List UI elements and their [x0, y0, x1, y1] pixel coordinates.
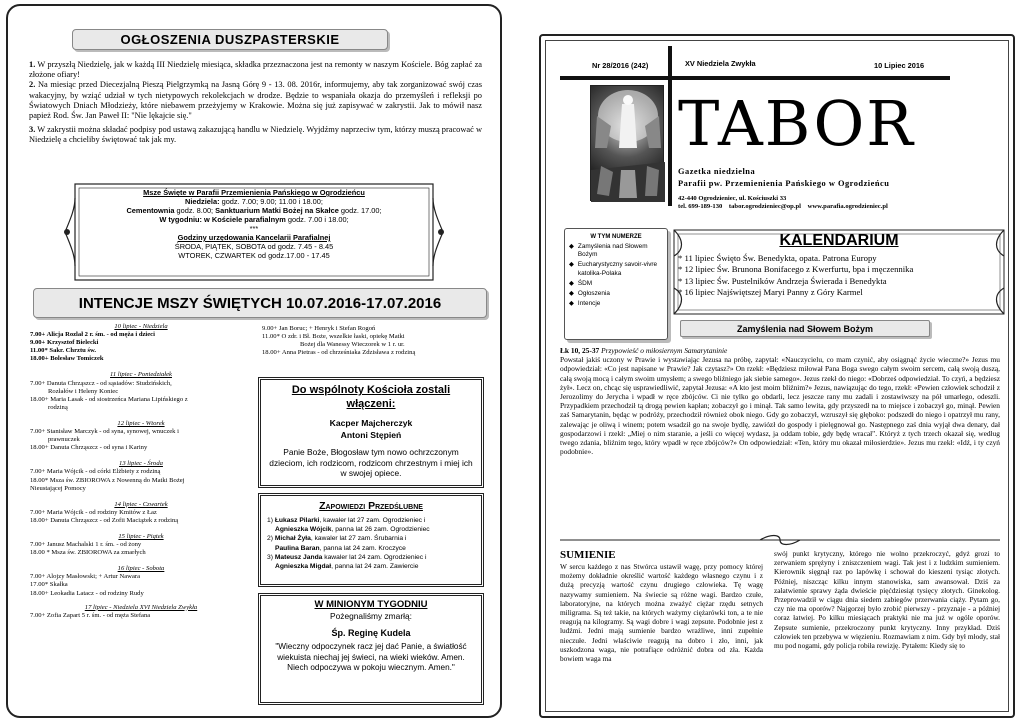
cross-bar [560, 76, 950, 80]
diamond-bullet-icon: ◆ [569, 279, 574, 287]
calendar-item: * 16 lipiec Najświętszej Maryi Panny z Góry Karmel [678, 287, 863, 298]
announcement-1: 1. W przyszłą Niedzielę, jak w każdą III Niedzielę miesiąca, składka przeznaczona jest na remonty w naszym Kościele. Bóg zapłać za złożone ofiary! [29, 60, 482, 80]
office-hours-1: ŚRODA, PIĄTEK, SOBOTA od godz. 7.45 - 8.45 [174, 242, 334, 251]
toc-item[interactable]: ◆ Ogłoszenia [569, 290, 610, 298]
transfiguration-image [590, 85, 664, 201]
diamond-bullet-icon: ◆ [569, 261, 574, 269]
conscience-title: SUMIENIE [560, 549, 616, 561]
toc-title: W TYM NUMERZE [590, 234, 642, 240]
baptism-prayer: Panie Boże, Błogosław tym nowo ochrzczonym dzieciom, ich rodzicom, rodzicom chrzestnym i miej ich w swojej opiece. [269, 447, 473, 479]
intention-day: 10 lipiec - Niedziela 7.00+ Alicja Rozlał 2 r. śm. - od męża i dzieci 9.00+ Krzysztof Bielecki 11.00* Sakr. Chrztu św. 18.00+ Bolesław Tomiczek [30, 323, 168, 363]
last-week-box [258, 593, 484, 705]
masthead-parish: Parafii pw. Przemienienia Pańskiego w Ogrodzieńcu [678, 179, 890, 188]
community-title: Do wspólnoty Kościoła zostali włączeni: [291, 384, 451, 410]
announcement-3: 3. W zakrystii można składać podpisy pod ustawą zakazującą handlu w Niedzielę. Wyjdźmy naprzeciw tym, którzy muszą pracować w Niedzielę a chcieliby świętować tak jak my. [29, 125, 482, 145]
office-hours-2: WTOREK, CZWARTEK od godz.17.00 - 17.45 [178, 251, 330, 260]
ornament-icon [560, 533, 1000, 545]
office-title: Godziny urzędowania Kancelarii Parafialnej [177, 233, 331, 242]
email-link[interactable]: tabor.ogrodzieniec@op.pl [728, 203, 801, 210]
banns-item: 1) Łukasz Pilarki, kawaler lat 27 zam. Ogrodzieniec i Agnieszka Wójcik, panna lat 26 zam. Ogrodzieniec [267, 517, 430, 534]
toc-item[interactable]: ◆ Zamyślenia nad Słowem Bożym [569, 243, 648, 259]
intentions-title: INTENCJE MSZY ŚWIĘTYCH 10.07.2016-17.07.2016 [33, 288, 487, 318]
toc-item[interactable]: ◆ Eucharystyczny savoir-vivre katolika-Polaka [569, 261, 658, 277]
schedule-sunday: Niedziela: godz. 7.00; 9.00; 11.00 i 18.00; [185, 197, 323, 206]
deceased-name: Śp. Reginę Kudela [331, 628, 411, 638]
baptized-name: Kacper Majcherczyk [329, 418, 413, 428]
calendar-item: * 13 lipiec Św. Pustelników Andrzeja Świerada i Benedykta [678, 275, 887, 286]
website-link[interactable]: www.parafia.ogrodzieniec.pl [807, 203, 888, 210]
schedule-title: Msze Święte w Parafii Przemienienia Pańskiego w Ogrodzieńcu [143, 188, 365, 197]
intention-day: 12 lipiec - Wtorek 7.00+ Stanisław Marczyk - od syna, synowej, wnuczek i prawnuczek 18.00+ Danuta Chrząszcz - od syna i Kariny [30, 419, 179, 452]
intention-day: 11 lipiec - Poniedziałek 7.00+ Danuta Chrząszcz - od sąsiadów: Studzińskich, Rozłałów i Heleny Koniec 18.00+ Maria Lasak - od siostrzeńca Mariana Lipińskiego z rodziną [30, 371, 188, 411]
intention-day: 16 lipiec - Sobota 7.00+ Alojzy Masłowski; + Artur Nawara 17.00* Skałka 18.00+ Leokadia Latacz - od rodziny Rudy [30, 565, 165, 597]
intentions-col2: 9.00+ Jan Boruc; + Henryk i Stefan Rogoń 11.00* O zdr. i Bł. Boże, wszelkie łaski, opiekę Matki Bożej dla Wanessy Wieczorek w 1 r. ur. 18.00+ Anna Pietras - od chrześniaka Zdzisława z rodziną [262, 325, 416, 357]
intention-day: 17 lipiec - Niedziela XVI Niedziela Zwykła 7.00+ Zofia Zapart 5 r. śm. - od męża Stefana [30, 603, 198, 619]
schedule-cement: Cementownia godz. 8.00; Sanktuarium Matki Bożej na Skałce godz. 17.00; [126, 206, 382, 215]
schedule-box [61, 178, 447, 286]
community-box [258, 377, 484, 488]
calendar-item: * 12 lipiec Św. Brunona Bonifacego z Kwerfurtu, bpa i męczennika [678, 264, 914, 275]
calendar-box [670, 226, 1008, 318]
gospel-body: Powstał jakiś uczony w Prawie i wystawiając Jezusa na próbę, zapytał: «Nauczycielu, co mam czynić, aby osiągnąć życie wieczne?» Jezus mu odpowiedział: «Co jest napisane w Prawie? Jak czytasz?» On rzekł: «Będziesz miłował Pana Boga swego całym swoim sercem, całą swoją duszą, całą swoją mocą i całym swoim umysłem; a swego bliźniego jak siebie samego». Jezus rzekł do niego: «Dobrześ odpowiedział. To czyń, a będziesz żył». Lecz on, chcąc się usprawiedliwić, zapytał Jezusa: «A kto jest moim bliźnim?» Jezus, nawiązując do tego, rzekł: «Pewien człowiek schodził z Jerozolimy do Jerycha i wpadł w ręce zbójców. Ci nie tylko go obdarli, lecz jeszcze rany mu zadali i zostawiwszy na pół umarłego, odeszli. Przypadkiem przechodził tą drogą pewien kapłan; zobaczył go i minął. Tak samo lewita, gdy przyszedł na to miejsce i zobaczył go, minął. Pewien zaś Samarytanin, będąc w podróży, przechodził również obok niego. Gdy go zobaczył, wzruszył się głęboko: podszedł do niego i opatrzył mu rany, zalewając je oliwą i winem; potem wsadził go na swoje bydlę, zawiózł do gospody i pielęgnował go. Następnego zaś dnia wyjął dwa denary, dał gospodarzowi i rzekł: „Miej o nim staranie, a jeśli co więcej wydasz, ja oddam tobie, gdy będę wracał". Któryż z tych trzech okazał się, według twego zdania, bliźnim tego, który wpadł w ręce zbójców?» On odpowiedział: «Ten, który mu okazał miłosierdzie». Jezus mu rzekł: «Idź, i ty czyń podobnie». [560, 355, 1000, 457]
requiem-prayer: "Wieczny odpoczynek racz jej dać Panie, a światłość wiekuista niechaj jej świeci, na wieki wieków. Amen. Niech odpoczywa w pokoju wiecznym. Amen." [275, 642, 467, 672]
masthead-title: TABOR [678, 87, 915, 160]
banns-item: 3) Mateusz Janda kawaler lat 24 zam. Ogrodzieniec i Agnieszka Migdał, panna lat 24 zam. Zawiercie [267, 553, 427, 571]
gospel-ref: Łk 10, 25-37 [560, 346, 600, 355]
diamond-bullet-icon: ◆ [569, 300, 574, 308]
masthead-subtitle: Gazetka niedzielna [678, 167, 756, 176]
conscience-col1: W sercu każdego z nas Stwórca ustawił wagę, przy pomocy której możemy dokładnie określić wartość każdego własnego czynu i z dużą precyzją wartość czynu drugiego człowieka. Tę wagę nazywamy sumieniem. Na świecie są różne wagi. Bardzo czułe, laboratoryjne, na których można zważyć ciężar rzędu setnych miligrama. Są też takie, na których ważymy ciężarówki ton, a te nie reagują na kilogramy. Są wagi dobre i wagi zepsute. Podobnie jest z ludźmi. Jedni mają sumienie bardzo wrażliwe, inni zupełnie nieczułe. Jedni właściwie reagują na dobro i zło, inni, jak uszkodzona waga, nie potrafiące odróżnić dobra od zła. Każda bowiem waga ma [560, 562, 763, 664]
toc-item[interactable]: ◆ ŚDM [569, 279, 593, 287]
sunday-name: XV Niedziela Zwykła [685, 59, 756, 68]
reflections-title: Zamyślenia nad Słowem Bożym [680, 320, 930, 337]
issue-number: Nr 28/2016 (242) [592, 61, 649, 70]
announcements [29, 60, 482, 146]
intention-day: 14 lipiec - Czwartek 7.00+ Maria Wójcik - od rodziny Kmitów z Łaz 18.00+ Danuta Chrząszcz - od Zofii Maciążek z rodziną [30, 500, 179, 524]
calendar-title: KALENDARIUM [779, 232, 899, 249]
cross-icon [668, 46, 672, 206]
masthead-contact [678, 203, 888, 211]
diamond-bullet-icon: ◆ [569, 290, 574, 298]
conscience-col2: swój punkt krytyczny, którego nie wolno przekroczyć, gdyż grozi to zerwaniem sprężyny i zniszczeniem wagi. Tak jest i z ludzkim sumieniem. Kierownik sięgnął raz po lapówkę i schował do kieszeni tysiąc złotych. Później, niszcząc kilku innym stanowiska, sam awansował. Dziś za załatwienie sprawy żąda dwieście pięćdziesiąt tysięcy złotych. Ginekolog. Przeprowadził w ciągu dnia siedem zabiegów przerwania ciąży. Pytam go, czy nie ma oporów? Najgorzej było zrobić pierwszy - przyznaje - a później coraz łatwiej. Po kilku miesiącach praktyki nie ma już w ogóle oporów. Zepsute sumienie, przekroczony punkt krytyczny. Inny przykład. Dziś człowiek ten przebywa w więzieniu. Rozmawiam z nim. Gdy był młody, stał mu pod nogami, gdy policja robiła rewizję. Pytałem: Kiedy się to [774, 549, 1000, 651]
toc-box [564, 228, 668, 340]
phone-text: tel. 699-189-130 [678, 203, 723, 210]
schedule-weekdays: W tygodniu: w Kościele parafialnym godz. 7.00 i 18.00; [159, 215, 349, 224]
banns-item: 2) Michał Żyła, kawaler lat 27 zam. Śrubarnia i Paulina Baran, panna lat 24 zam. Kroczyce [267, 535, 407, 552]
last-week-sub: Pożegnaliśmy zmarłą: [330, 611, 412, 621]
announcement-2: 2. Na miesiąc przed Diecezjalną Pieszą Pielgrzymką na Jasną Górę 9 - 13. 08. 2016r, informujemy, aby tak zorganizować swój czas wakacyjny, by wziąć udział w tych nietypowych rekolekcjach w drodze. Będzie to wspaniała okazja do przemyśleń i refleksji po Światowych Dniach Młodzieży, które niebawem przeżyjemy w Krakowie. Można się już zapisywać w zakrystii. Jak to mówił nasz papież Rod. Św. Jan Paweł II: "Nie lękajcie się." [29, 80, 482, 121]
intention-day: 13 lipiec - Środa 7.00+ Maria Wójcik - od córki Elżbiety z rodziną 18.00* Msza św. ZBIOROWA z Nowenną do Matki Bożej Nieustającej Pomocy [30, 460, 185, 492]
gospel-text [560, 346, 1000, 456]
toc-item[interactable]: ◆ Intencje [569, 300, 601, 308]
intentions-col1 [30, 323, 252, 620]
issue-date: 10 Lipiec 2016 [874, 61, 925, 70]
banns-title: Zapowiedzi Przedślubne [319, 500, 423, 512]
schedule-stars: *** [249, 224, 259, 233]
diamond-bullet-icon: ◆ [569, 243, 574, 250]
announcements-title: OGŁOSZENIA DUSZPASTERSKIE [72, 29, 388, 50]
calendar-item: * 11 lipiec Święto Św. Benedykta, opata. Patrona Europy [678, 253, 877, 263]
banns-box [258, 493, 484, 587]
baptized-name: Antoni Stępień [340, 430, 402, 440]
intention-day: 15 lipiec - Piątek 7.00+ Janusz Machalski 1 r. śm. - od żony 18.00 * Msza św. ZBIOROWA za zmarłych [30, 532, 164, 557]
gospel-title: Przypowieść o miłosiernym Samarytaninie [601, 346, 728, 355]
masthead-address: 42-440 Ogrodzieniec, ul. Kościuszki 33 [678, 195, 787, 202]
last-week-title: W MINIONYM TYGODNIU [314, 599, 428, 610]
